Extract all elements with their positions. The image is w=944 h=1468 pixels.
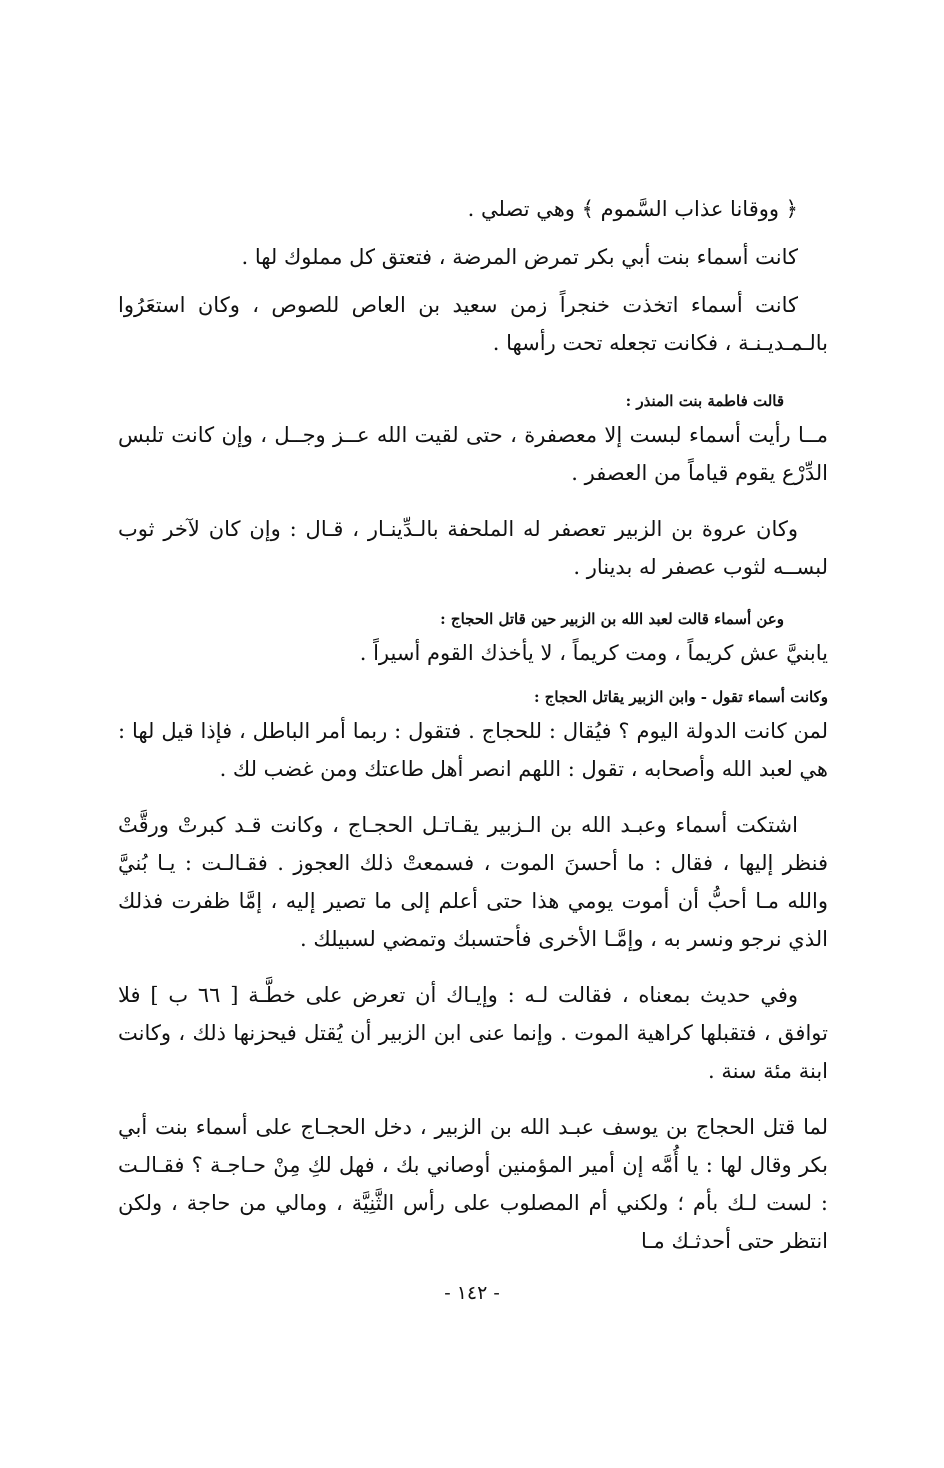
heading-asma-to-abdullah: وعن أسماء قالت لعبد الله بن الزبير حين قاتل الحجاج : — [440, 610, 784, 628]
paragraph-urwa: وكان عروة بن الزبير تعصفر له الملحفة بالـدِّينـار ، قـال : وإن كان لآخر ثوب لبســه لثوب عصفر له بدينار . — [118, 517, 828, 579]
heading-asma-saying: وكانت أسماء تقول - وابن الزبير يقاتل الحجاج : — [533, 688, 828, 706]
paragraph-who-rules: لمن كانت الدولة اليوم ؟ فيُقال : للحجاج . فتقول : ربما أمر الباطل ، فإذا قيل لها : هي لعبد الله وأصحابه ، تقول : اللهم انصر أهل طاعتك ومن غضب لك . — [118, 719, 828, 781]
verse-line: ﴿ ووقانا عذاب السَّموم ﴾ وهي تصلي . — [467, 197, 798, 221]
paragraph-dagger: كانت أسماء اتخذت خنجراً زمن سعيد بن العاص للصوص ، وكان استعَرُوا بالـمـديـنـة ، فكانت تجعله تحت رأسها . — [118, 293, 828, 355]
page-body — [118, 190, 828, 1260]
paragraph-hajjaj-visit: لما قتل الحجاج بن يوسف عبـد الله بن الزبير ، دخل الحجـاج على أسماء بنت أبي بكر وقال لها : يا أُمَّه إن أمير المؤمنين أوصاني بك ، فهل لكِ مِنْ حـاجـة ؟ فقـالـت : لست لـك بأم ؛ ولكني أم المصلوب على رأس الثَّنِيَّة ، ومالي من حاجة ، ولكن انتظر حتى أحدثـك مـا — [118, 1115, 828, 1253]
paragraph-similar-hadith: وفي حديث بمعناه ، فقالت لـه : وإيـاك أن تعرض على خطَّـة [ ٦٦ ب ] فلا توافق ، فتقبلها كراهية الموت . وإنما عنى ابن الزبير أن يُقتل فيحزنها ذلك ، وكانت ابنة مئة سنة . — [118, 983, 828, 1083]
paragraph-illness: اشتكت أسماء وعبـد الله بن الـزبير يقـاتـل الحجـاج ، وكانت قـد كبرتْ ورقَّتْ فنظر إليها ، فقال : ما أحسنَ الموت ، فسمعتْ ذلك العجوز . فقـالـت : يـا بُنيَّ والله مـا أحبُّ أن أموت يومي هذا حتى أعلم إلى ما تصير إليه ، إمَّا ظفرت فذلك الذي نرجو ونسر به ، وإمَّـا الأخرى فأحتسبك وتمضي لسبيلك . — [118, 813, 828, 951]
page-number: - ١٤٢ - — [444, 1282, 500, 1304]
paragraph-safflower-dress: مــا رأيت أسماء لبست إلا معصفرة ، حتى لقيت الله عــز وجــل ، وإن كانت تلبس الدِّرْع يقوم قياماً من العصفر . — [118, 423, 828, 485]
paragraph-manumission: كانت أسماء بنت أبي بكر تمرض المرضة ، فتعتق كل مملوك لها . — [241, 245, 798, 269]
paragraph-live-nobly: يابنيَّ عش كريماً ، ومت كريماً ، لا يأخذك القوم أسيراً . — [359, 641, 828, 665]
heading-fatima: قالت فاطمة بنت المنذر : — [625, 392, 784, 410]
